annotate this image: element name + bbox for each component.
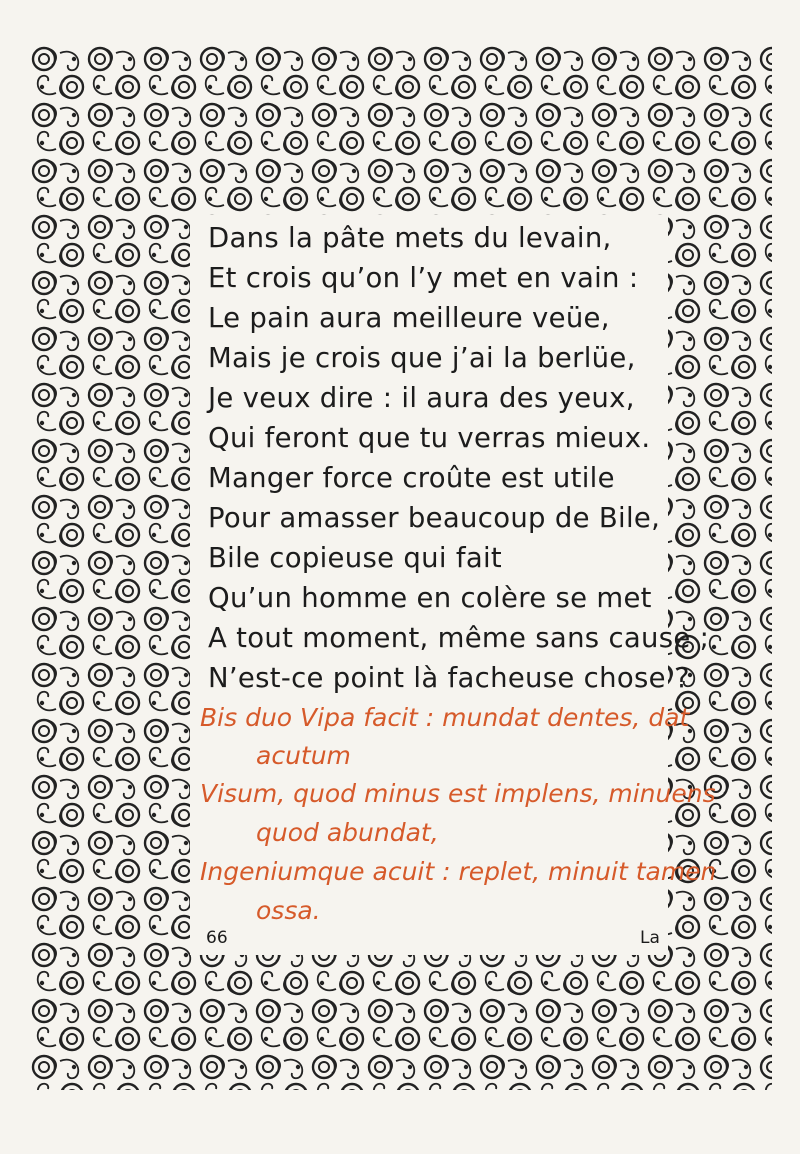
latin-line: Visum, quod minus est implens, minuens (200, 779, 716, 808)
latin-line: ossa. (256, 896, 321, 925)
verse-line: Et crois qu’on l’y met en vain : (208, 262, 639, 294)
verse-line: Dans la pâte mets du levain, (208, 222, 612, 254)
latin-line: acutum (256, 741, 351, 770)
verse-line: Le pain aura meilleure veüe, (208, 302, 610, 334)
catchword: La (640, 928, 660, 948)
verse-line: Je veux dire : il aura des yeux, (208, 382, 635, 414)
verse-line: Manger force croûte est utile (208, 462, 615, 494)
verse-line: A tout moment, même sans cause ; (208, 622, 710, 654)
verse-line: Mais je crois que j’ai la berlüe, (208, 342, 636, 374)
verse-line: Pour amasser beaucoup de Bile, (208, 502, 661, 534)
page-number: 66 (206, 928, 228, 948)
verse-line: Qu’un homme en colère se met (208, 582, 652, 614)
verse-line: Bile copieuse qui fait (208, 542, 503, 574)
latin-line: Bis duo Vipa facit : mundat dentes, dat (200, 703, 690, 732)
verse-line: N’est-ce point là facheuse chose ? (208, 662, 690, 694)
latin-line: Ingeniumque acuit : replet, minuit tamen (200, 857, 717, 886)
verse-line: Qui feront que tu verras mieux. (208, 422, 651, 454)
latin-line: quod abundat, (256, 818, 439, 847)
